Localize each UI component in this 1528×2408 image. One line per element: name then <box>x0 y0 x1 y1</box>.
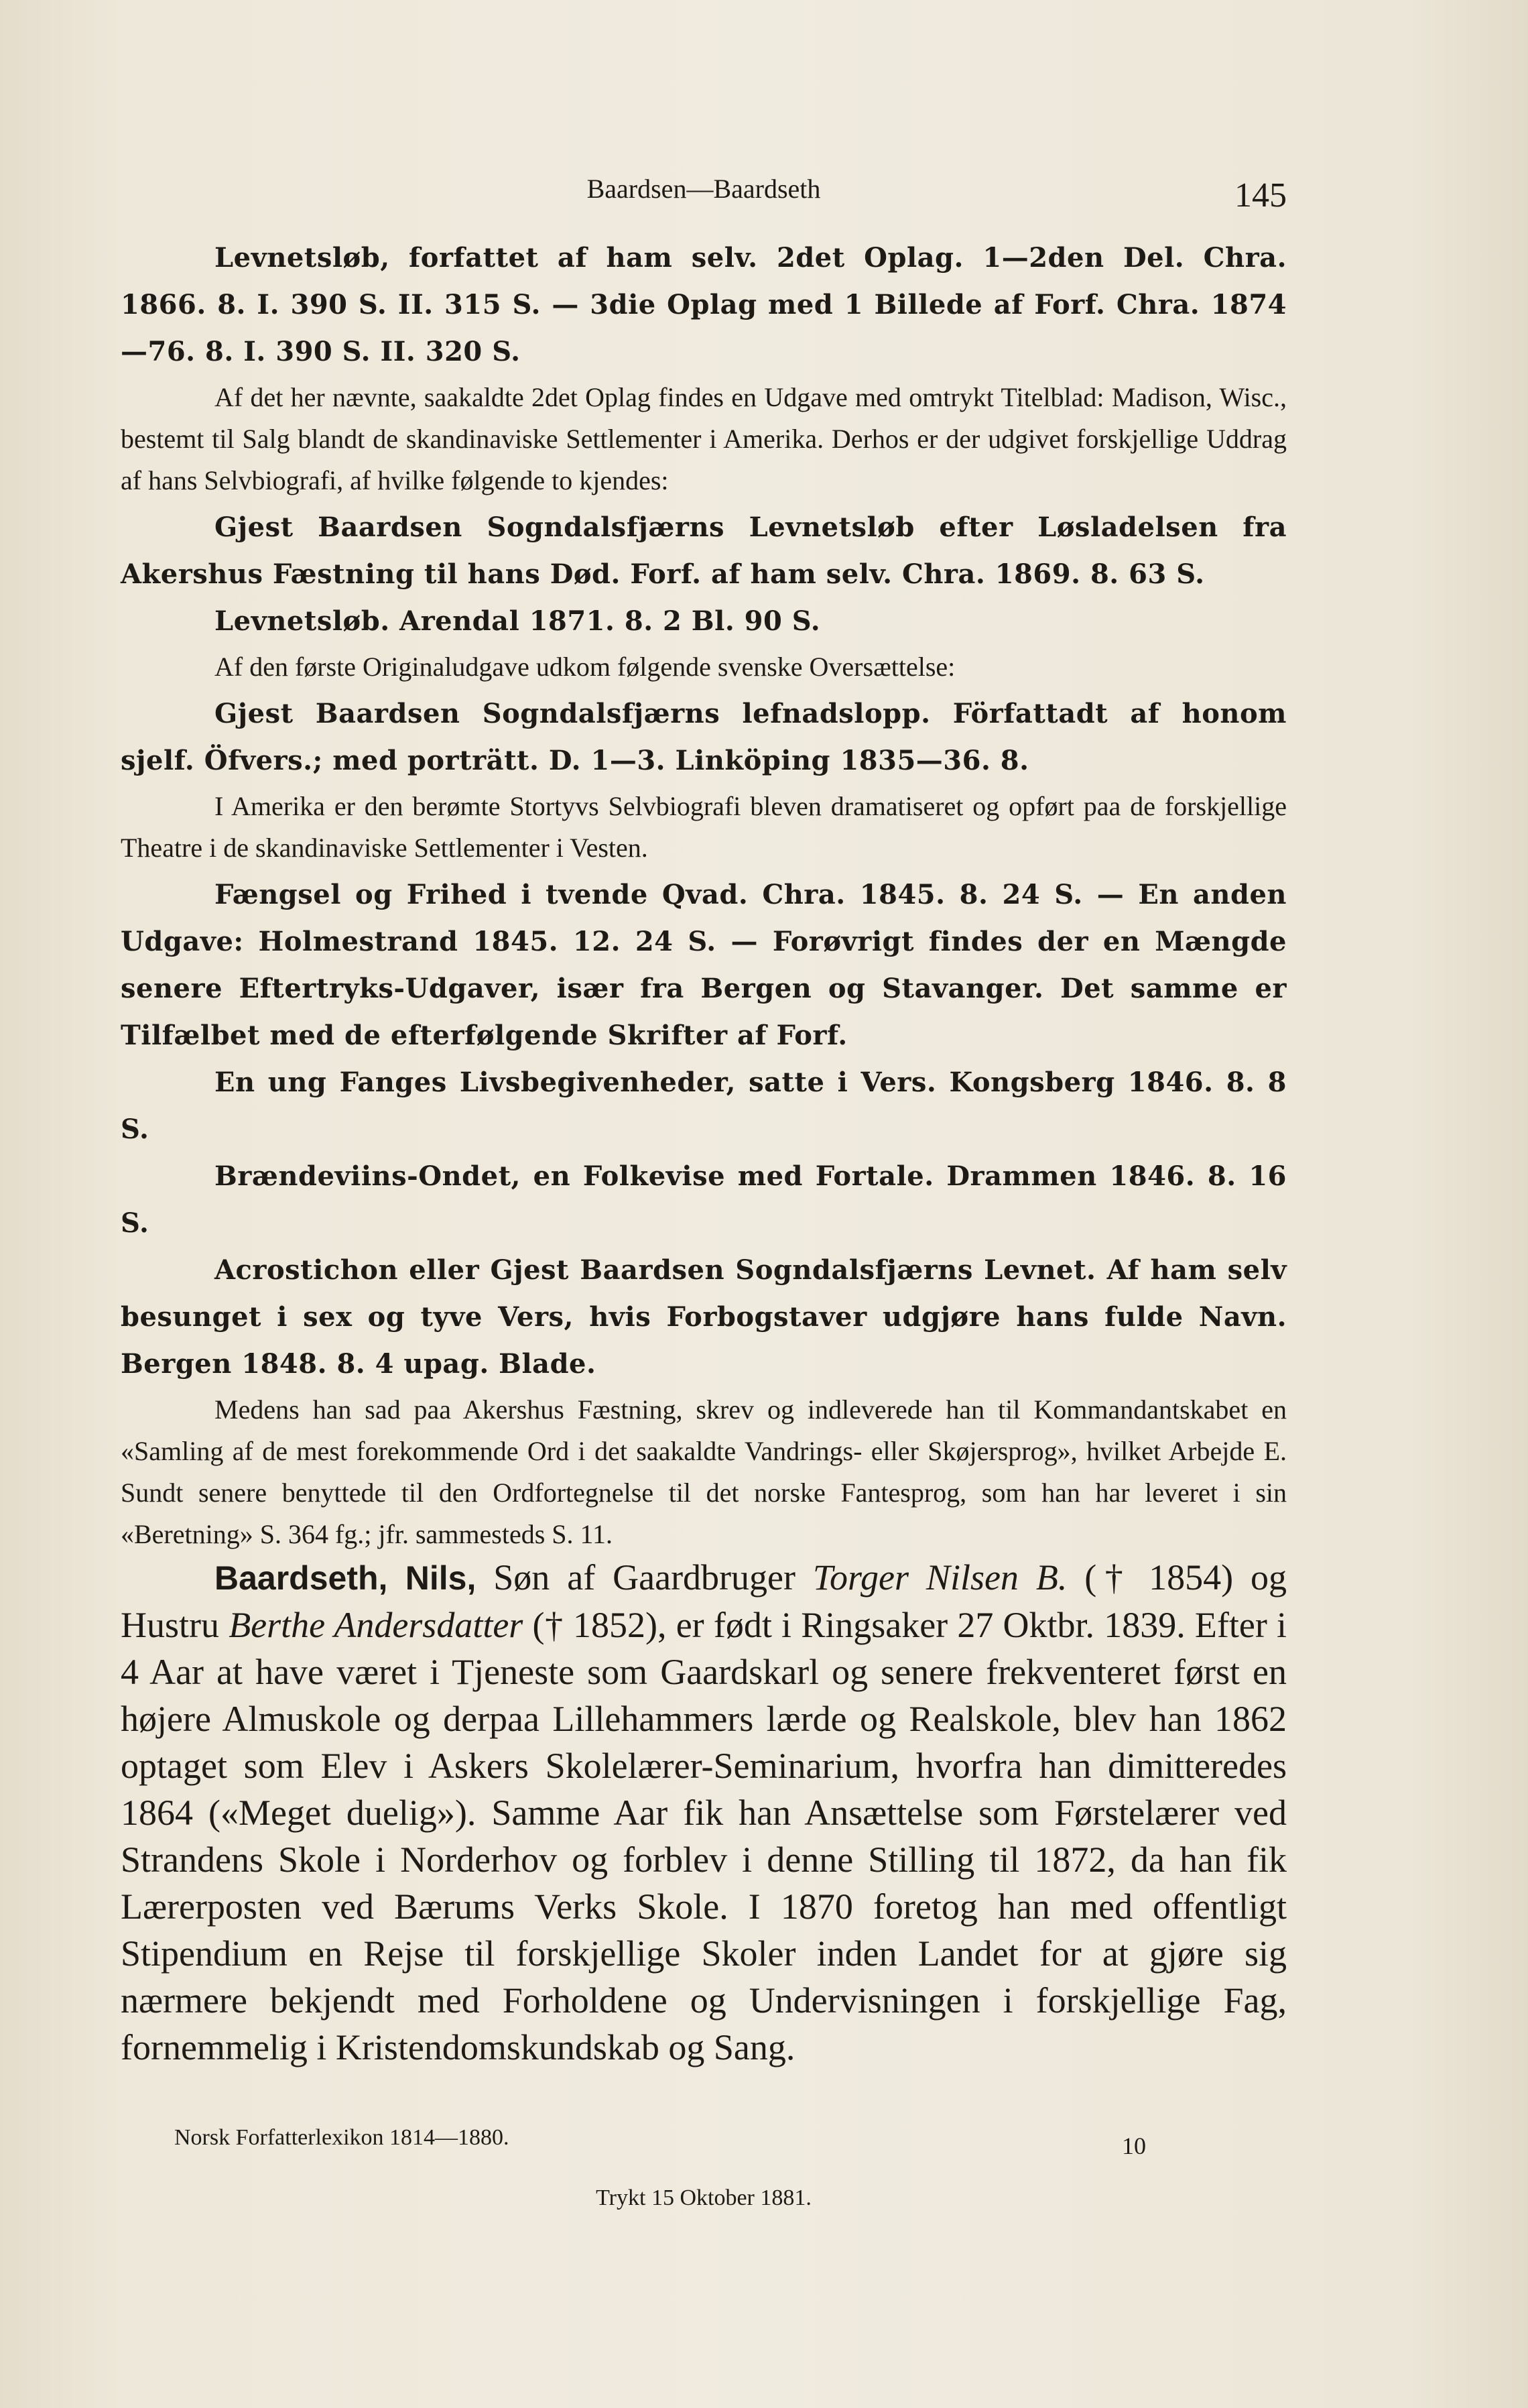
bibliography-entry: Levnetsløb, forfattet af ham selv. 2det Oplag. 1—2den Del. Chra. 1866. 8. I. 390 S. II. 315 S. — 3die Oplag med 1 Billede af Forf. Chra. 1874—76. 8. I. 390 S. II. 320 S. <box>121 242 1287 367</box>
bibliography-entry: Gjest Baardsen Sogndalsfjærns lefnadslopp. Författadt af honom sjelf. Öfvers.; med porträtt. D. 1—3. Linköping 1835—36. 8. <box>121 698 1287 776</box>
bibliography-entry: En ung Fanges Livsbegivenheder, satte i Vers. Kongsberg 1846. 8. 8 S. <box>121 1067 1287 1145</box>
bibliography-entry: Gjest Baardsen Sogndalsfjærns Levnetsløb efter Løsladelsen fra Akershus Fæstning til hans Død. Forf. af ham selv. Chra. 1869. 8. 63 S. <box>121 511 1287 590</box>
biography-entry <box>121 1554 1287 2071</box>
bibliography-entry: Levnetsløb. Arendal 1871. 8. 2 Bl. 90 S. <box>214 605 821 637</box>
father-name: Torger Nilsen B. <box>812 1557 1068 1598</box>
running-header: Baardsen—Baardseth <box>586 174 821 204</box>
mother-name: Berthe Andersdatter <box>229 1605 523 1645</box>
bibliography-note: Af den første Originaludgave udkom følgende svenske Oversættelse: <box>214 652 956 682</box>
bibliography-list <box>121 235 1287 1558</box>
print-date: Trykt 15 Oktober 1881. <box>596 2185 812 2210</box>
text-column <box>121 0 1287 2408</box>
page-number: 145 <box>1234 176 1287 215</box>
author-name: Baardseth, Nils, <box>214 1559 476 1597</box>
signature-mark: 10 <box>1122 2132 1146 2159</box>
bibliography-entry: Fængsel og Frihed i tvende Qvad. Chra. 1845. 8. 24 S. — En anden Udgave: Holmestrand 1845. 12. 24 S. — Forøvrigt findes der en Mængde senere Eftertryks-Udgaver, især fra Bergen og Stavanger. Det samme er Tilfælbet med de efterfølgende Skrifter af Forf. <box>121 879 1287 1051</box>
bibliography-entry: Acrostichon eller Gjest Baardsen Sogndalsfjærns Levnet. Af ham selv besunget i sex og tyve Vers, hvis Forbogstaver udgjøre hans fulde Navn. Bergen 1848. 8. 4 upag. Blade. <box>121 1254 1287 1380</box>
bibliography-note: I Amerika er den berømte Stortyvs Selvbiografi bleven dramatiseret og opført paa de forskjellige Theatre i de skandinaviske Settlementer i Vesten. <box>121 791 1287 863</box>
bibliography-note: Medens han sad paa Akershus Fæstning, skrev og indleverede han til Kommandantskabet en «Samling af de mest forekommende Ord i det saakaldte Vandrings- eller Skøjersprog», hvilket Arbejde E. Sundt senere benyttede til den Ordfortegnelse til det norske Fantesprog, som han har leveret i sin «Beretning» S. 364 fg.; jfr. sammesteds S. 11. <box>121 1394 1287 1549</box>
bibliography-note: Af det her nævnte, saakaldte 2det Oplag findes en Udgave med omtrykt Titelblad: Madison, Wisc., bestemt til Salg blandt de skandinaviske Settlementer i Amerika. Derhos er der udgivet forskjellige Uddrag af hans Selvbiografi, af hvilke følgende to kjendes: <box>121 382 1287 495</box>
footer-source: Norsk Forfatterlexikon 1814—1880. <box>174 2125 509 2150</box>
biography-paragraph: Baardseth, Nils, Søn af Gaardbruger Torger Nilsen B. († 1854) og Hustru Berthe Andersdatter († 1852), er født i Ringsaker 27 Oktbr. 1839. Efter i 4 Aar at have været i Tjeneste som Gaardskarl og senere frekventeret først en højere Almuskole og derpaa Lillehammers lærde og Realskole, blev han 1862 optaget som Elev i Askers Skolelærer-Seminarium, hvorfra han dimitteredes 1864 («Meget duelig»). Samme Aar fik han Ansættelse som Førstelærer ved Strandens Skole i Norderhov og forblev i denne Stilling til 1872, da han fik Lærerposten ved Bærums Verks Skole. I 1870 foretog han med offentligt Stipendium en Rejse til forskjellige Skoler inden Landet for at gjøre sig nærmere bekjendt med Forholdene og Undervisningen i forskjellige Fag, fornemmelig i Kristendomskundskab og Sang. <box>121 1557 1287 2067</box>
bibliography-entry: Brændeviins-Ondet, en Folkevise med Fortale. Drammen 1846. 8. 16 S. <box>121 1160 1287 1239</box>
